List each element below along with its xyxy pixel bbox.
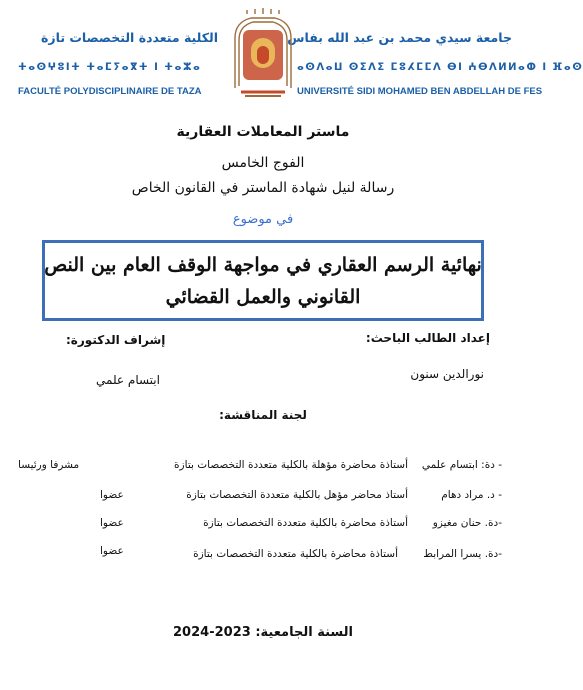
thesis-title-box — [42, 240, 484, 321]
thesis-type: رسالة لنيل شهادة الماستر في القانون الخاص — [131, 180, 395, 196]
member-name: -دة. حنان مغيزو — [432, 517, 502, 529]
supervision-label: إشراف الدكتورة: — [66, 333, 166, 347]
university-logo — [227, 8, 299, 100]
program-name: ماستر المعاملات العقارية — [176, 124, 350, 140]
member-name: -دة. يسرا المرابط — [423, 548, 502, 560]
topic-label: في موضوع — [232, 212, 294, 227]
university-name-french: UNIVERSITÉ SIDI MOHAMED BEN ABDELLAH DE FES — [297, 86, 543, 97]
supervisor-name: ابتسام علمي — [96, 373, 160, 387]
thesis-title-line-1: نهائية الرسم العقاري في مواجهة الوقف العام بين النص — [44, 254, 482, 276]
prepared-by-label: إعداد الطالب الباحث: — [365, 331, 490, 345]
member-title: أستاذة محاضرة بالكلية متعددة التخصصات بتازة — [203, 517, 408, 529]
member-title: أستاذ محاضر مؤهل بالكلية متعددة التخصصات بتازة — [186, 489, 408, 501]
thesis-title-line-2: القانوني والعمل القضائي — [165, 286, 361, 308]
member-role: عضوا — [100, 545, 124, 557]
faculty-name-french: FACULTÉ POLYDISCIPLINAIRE DE TAZA — [18, 86, 202, 97]
student-name: نورالدين سنون — [410, 367, 484, 381]
university-name-arabic: جامعة سيدي محمد بن عبد الله بفاس — [287, 30, 512, 45]
faculty-name-tifinagh: ⵜⴰⵙⵖⵓⵏⵜ ⵜⴰⵎⵢⴰⴳⵜ ⵏ ⵜⴰⵣⴰ — [18, 62, 202, 73]
member-role: عضوا — [100, 517, 124, 529]
university-name-tifinagh: ⴰⵙⴷⴰⵡ ⵙⵉⴷⵉ ⵎⵓⵃⵎⵎⴷ ⴱⵏ ⵄⴱⴷⵍⵍⴰⵀ ⵏ ⴼⴰⵙ — [297, 62, 583, 73]
member-name: - د. مراد دهام — [441, 489, 502, 501]
member-title: أستاذة محاضرة بالكلية متعددة التخصصات بتازة — [193, 548, 398, 560]
committee-label: لجنة المناقشة: — [219, 408, 307, 422]
member-role: مشرفا ورئيسا — [18, 459, 80, 471]
academic-year: السنة الجامعية: 2023-2024 — [173, 625, 353, 640]
faculty-name-arabic: الكلية متعددة التخصصات تازة — [41, 30, 218, 45]
member-name: - دة: ابتسام علمي — [421, 459, 502, 471]
cohort: الفوج الخامس — [221, 155, 305, 171]
member-role: عضوا — [100, 489, 124, 501]
member-title: أستاذة محاضرة مؤهلة بالكلية متعددة التخصصات بتازة — [174, 459, 408, 471]
